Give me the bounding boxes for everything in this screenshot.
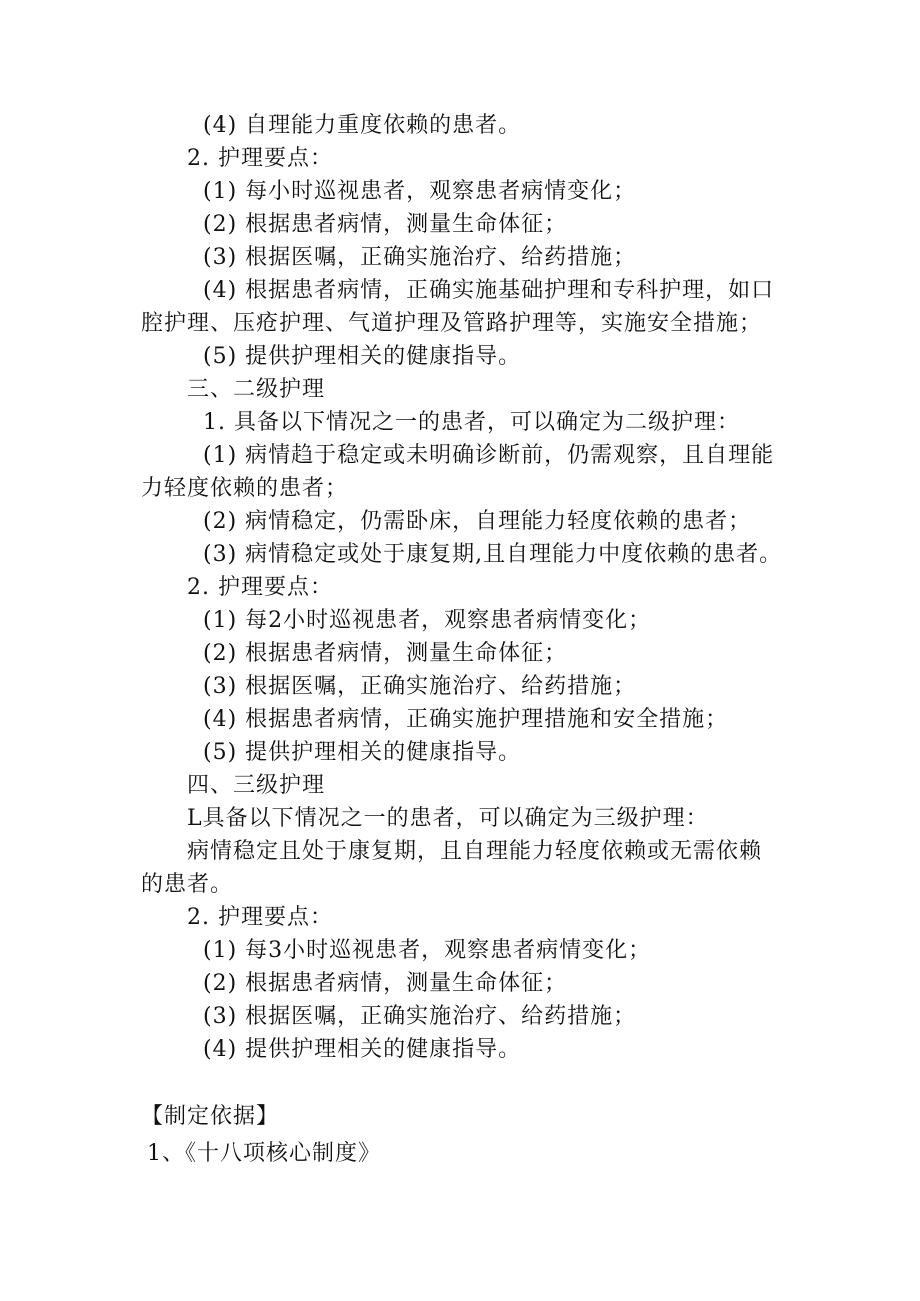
text-line: (4) 提供护理相关的健康指导。 — [203, 1037, 522, 1062]
text-line: (2) 根据患者病情，测量生命体征； — [203, 641, 568, 666]
text-line: (4) 自理能力重度依赖的患者。 — [203, 113, 522, 138]
basis-heading: 【制定依据】 — [141, 1104, 280, 1129]
text-line: (2) 根据患者病情，测量生命体征； — [203, 212, 568, 237]
text-line: (3) 根据医嘱，正确实施治疗、给药措施； — [203, 674, 637, 699]
text-line: (3) 病情稳定或处于康复期,且自理能力中度依赖的患者。 — [203, 542, 783, 567]
text-line: (4) 根据患者病情，正确实施护理措施和安全措施； — [203, 707, 729, 732]
text-line: (4) 根据患者病情，正确实施基础护理和专科护理，如口 — [203, 278, 775, 303]
text-line: (1) 每3小时巡视患者，观察患者病情变化； — [203, 938, 652, 963]
text-line: (5) 提供护理相关的健康指导。 — [203, 740, 522, 765]
text-line: (1) 每2小时巡视患者，观察患者病情变化； — [203, 608, 652, 633]
section-heading: 四、三级护理 — [187, 773, 326, 798]
text-line: (2) 根据患者病情，测量生命体征； — [203, 971, 568, 996]
text-line: (2) 病情稳定，仍需卧床，自理能力轻度依赖的患者； — [203, 509, 752, 534]
section-heading: 三、二级护理 — [187, 377, 326, 402]
text-line: (5) 提供护理相关的健康指导。 — [203, 344, 522, 369]
text-line: 2. 护理要点： — [187, 146, 333, 171]
reference-item: 1、《十八项核心制度》 — [147, 1141, 381, 1166]
text-line: 腔护理、压疮护理、气道护理及管路护理等，实施安全措施； — [141, 311, 763, 336]
text-line: 病情稳定且处于康复期，且自理能力轻度依赖或无需依赖 — [187, 839, 763, 864]
text-line: (3) 根据医嘱，正确实施治疗、给药措施； — [203, 245, 637, 270]
text-line: 力轻度依赖的患者； — [141, 476, 349, 501]
text-line: 的患者。 — [141, 872, 234, 897]
text-line: (1) 每小时巡视患者，观察患者病情变化； — [203, 179, 637, 204]
text-line: 1. 具备以下情况之一的患者，可以确定为二级护理： — [203, 410, 740, 435]
text-line: (3) 根据医嘱，正确实施治疗、给药措施； — [203, 1004, 637, 1029]
text-line: (1) 病情趋于稳定或未明确诊断前，仍需观察，且自理能 — [203, 443, 775, 468]
text-line: L具备以下情况之一的患者，可以确定为三级护理： — [187, 806, 709, 831]
text-line: 2. 护理要点： — [187, 905, 333, 930]
text-line: 2. 护理要点： — [187, 575, 333, 600]
